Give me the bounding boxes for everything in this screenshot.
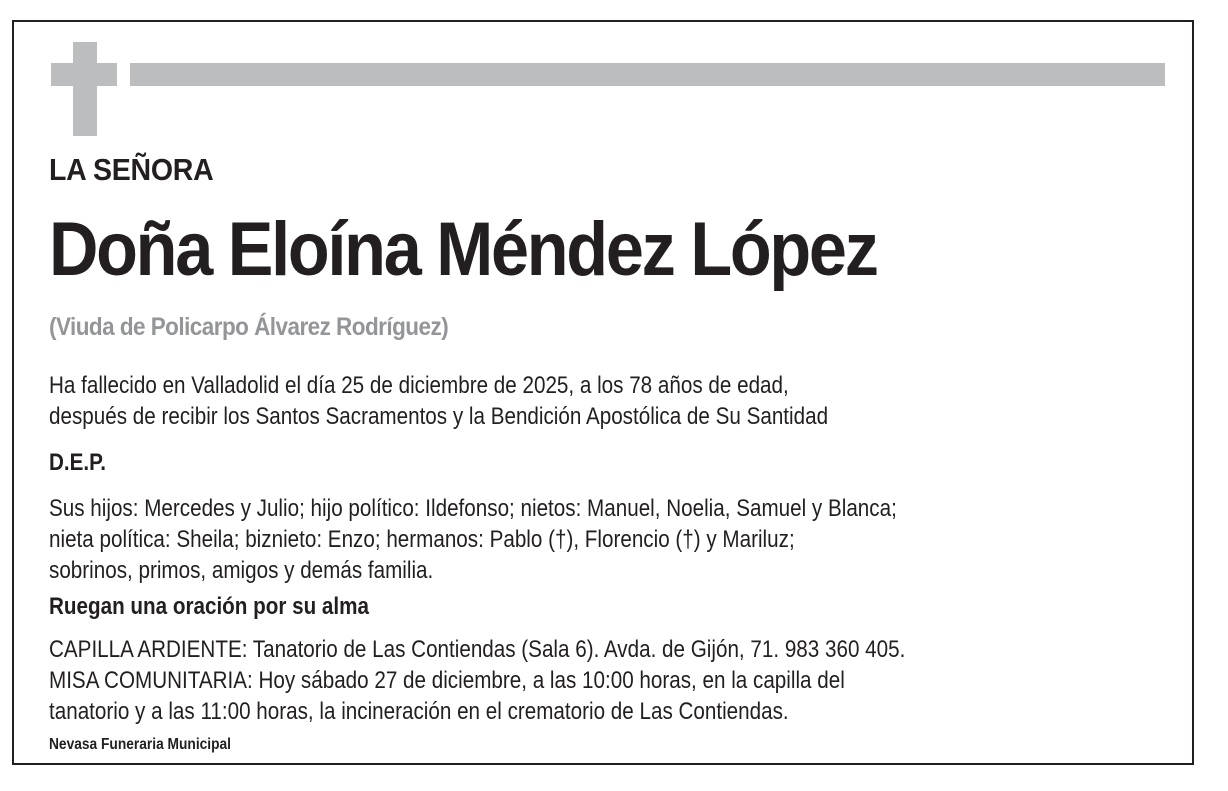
- cross-icon-arm: [51, 63, 117, 86]
- death-announcement: [49, 370, 828, 432]
- service-line: CAPILLA ARDIENTE: Tanatorio de Las Contiendas (Sala 6). Avda. de Gijón, 71. 983 360 405.: [49, 636, 906, 663]
- death-line: Ha fallecido en Valladolid el día 25 de diciembre de 2025, a los 78 años de edad,: [49, 372, 789, 399]
- prayer-request: Ruegan una oración por su alma: [49, 593, 369, 620]
- service-line: MISA COMUNITARIA: Hoy sábado 27 de diciembre, a las 10:00 horas, en la capilla del: [49, 667, 845, 694]
- family-list: [49, 493, 897, 586]
- family-line: nieta política: Sheila; biznieto: Enzo; hermanos: Pablo (†), Florencio (†) y Mariluz;: [49, 526, 795, 553]
- widow-of: (Viuda de Policarpo Álvarez Rodríguez): [49, 313, 449, 341]
- funeral-home: Nevasa Funeraria Municipal: [49, 736, 232, 753]
- family-line: sobrinos, primos, amigos y demás familia.: [49, 557, 434, 584]
- service-line: tanatorio y a las 11:00 horas, la incineración en el crematorio de Las Contiendas.: [49, 698, 789, 725]
- cross-icon: [73, 42, 97, 136]
- title-label: LA SEÑORA: [49, 152, 214, 187]
- header-rule: [130, 63, 1165, 86]
- family-line: Sus hijos: Mercedes y Julio; hijo político: Ildefonso; nietos: Manuel, Noelia, Samuel y Blanca;: [49, 495, 897, 522]
- deceased-name: Doña Eloína Méndez López: [49, 207, 877, 292]
- service-details: [49, 634, 905, 727]
- death-line: después de recibir los Santos Sacramentos y la Bendición Apostólica de Su Santidad: [49, 403, 829, 430]
- dep-label: D.E.P.: [49, 449, 106, 476]
